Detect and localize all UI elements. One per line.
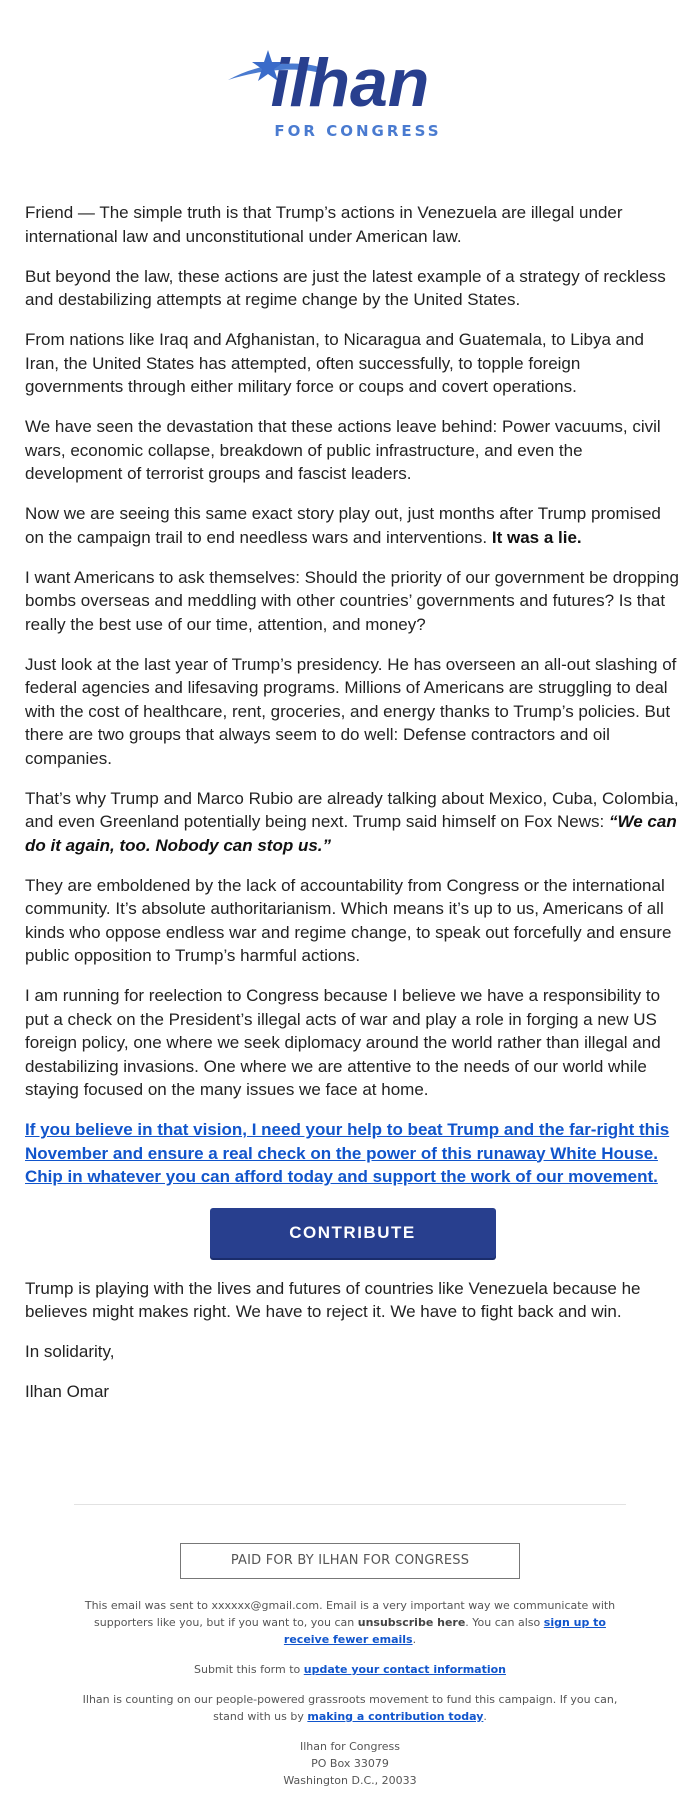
contribute-button-row	[25, 1208, 680, 1258]
donate-cta-link[interactable]: If you believe in that vision, I need your help to beat Trump and the far-right this November and ensure a real check on the power of this runaway White House. Chip in whatever you can afford today and support the work of our movement.	[25, 1120, 670, 1186]
paragraph	[25, 787, 680, 858]
paragraph: Friend — The simple truth is that Trump’s actions in Venezuela are illegal under international law and unconstitutional under American law.	[25, 203, 623, 246]
notice-text: Ilhan is counting on our people-powered grassroots movement to fund this campaign. If you can, stand with us by	[82, 1693, 618, 1723]
update-contact-link[interactable]: update your contact information	[303, 1663, 506, 1676]
address-line: PO Box 33079	[311, 1757, 389, 1770]
logo-wordmark: ilhan	[270, 45, 430, 121]
unsubscribe-link[interactable]: unsubscribe here	[357, 1616, 466, 1629]
footer-divider	[74, 1504, 626, 1505]
contact-update-notice	[70, 1661, 630, 1678]
logo-tagline: FOR CONGRESS	[274, 122, 442, 140]
subscription-notice: This email was sent to xxxxxx@gmail.com. Email is a very important way we communicate with supporters like you, but if you want to, you can unsubscribe here. You can also sign up to receive fewer emails.	[84, 1599, 616, 1646]
paragraph: We have seen the devastation that these actions leave behind: Power vacuums, civil wars, economic collapse, breakdown of public infrastructure, and even the development of terrorist groups and fascist leaders.	[25, 417, 661, 483]
notice-text: . You can also	[465, 1616, 541, 1629]
address-line: Ilhan for Congress	[300, 1740, 400, 1753]
campaign-logo	[0, 40, 700, 150]
paragraph: I am running for reelection to Congress because I believe we have a responsibility to put a check on the President’s illegal acts of war and play a role in forging a new US foreign policy, one where we seek diplomacy around the world rather than illegal and destabilizing invasions. One where we are attentive to the needs of our world while staying focused on the many issues we face at home.	[25, 986, 661, 1099]
email-footer	[0, 1504, 700, 1789]
notice-text: This email was sent to	[84, 1599, 208, 1612]
paragraph: Trump is playing with the lives and futures of countries like Venezuela because he believes might makes right. We have to reject it. We have to fight back and win.	[25, 1278, 641, 1321]
notice-text: . Email is a very important way we communicate with supporters like you, but if you want to, you can	[94, 1599, 616, 1629]
paragraph: I want Americans to ask themselves: Should the priority of our government be dropping bombs overseas and meddling with other countries’ governments and futures? Is that really the best use of our time, attention, and money?	[25, 567, 679, 634]
paragraph: Just look at the last year of Trump’s presidency. He has overseen an all-out slashing of federal agencies and lifesaving programs. Millions of Americans are struggling to deal with the cost of healthcare, rent, groceries, and energy thanks to Trump’s policies. But there are two groups that always seem to do well: Defense contractors and oil companies.	[25, 654, 677, 768]
paragraph: They are emboldened by the lack of accountability from Congress or the international community. It’s absolute authoritarianism. Which means it’s up to us, Americans of all kinds who oppose endless war and regime change, to speak out forcefully and ensure public opposition to Trump’s harmful actions.	[25, 875, 672, 965]
address-line: Washington D.C., 20033	[283, 1774, 417, 1787]
paragraph: From nations like Iraq and Afghanistan, to Nicaragua and Guatemala, to Libya and Iran, the United States has attempted, often successfully, to topple foreign governments through either military force or coups and covert operations.	[25, 330, 644, 396]
closing: In solidarity,	[25, 1342, 115, 1361]
fewer-emails-link[interactable]: sign up to receive fewer emails	[283, 1616, 606, 1646]
paragraph	[25, 502, 680, 549]
paragraph-text: Now we are seeing this same exact story play out, just months after Trump promised on the campaign trail to end needless wars and interventions.	[25, 504, 661, 547]
paragraph-text: That’s why Trump and Marco Rubio are already talking about Mexico, Cuba, Colombia, and even Greenland potentially being next. Trump said himself on Fox News:	[25, 788, 679, 831]
mailing-address	[0, 1738, 700, 1789]
contribute-button[interactable]: CONTRIBUTE	[210, 1208, 496, 1258]
contribution-link[interactable]: making a contribution today	[307, 1710, 484, 1723]
emphasis-text: It was a lie.	[491, 527, 582, 547]
paragraph: But beyond the law, these actions are just the latest example of a strategy of reckless and destabilizing attempts at regime change by the United States.	[25, 266, 666, 309]
funding-notice: Ilhan is counting on our people-powered grassroots movement to fund this campaign. If you can, stand with us by making a contribution today.	[82, 1693, 618, 1723]
ilhan-logo-icon	[220, 40, 480, 150]
notice-text: Submit this form to	[193, 1663, 301, 1676]
letter-body	[25, 201, 680, 1420]
signature: Ilhan Omar	[25, 1382, 110, 1401]
trump-quote: “We can do it again, too. Nobody can stop us.”	[25, 812, 677, 855]
paid-for-disclaimer: PAID FOR BY ILHAN FOR CONGRESS	[180, 1543, 520, 1579]
recipient-email: xxxxxx@gmail.com	[211, 1599, 320, 1612]
